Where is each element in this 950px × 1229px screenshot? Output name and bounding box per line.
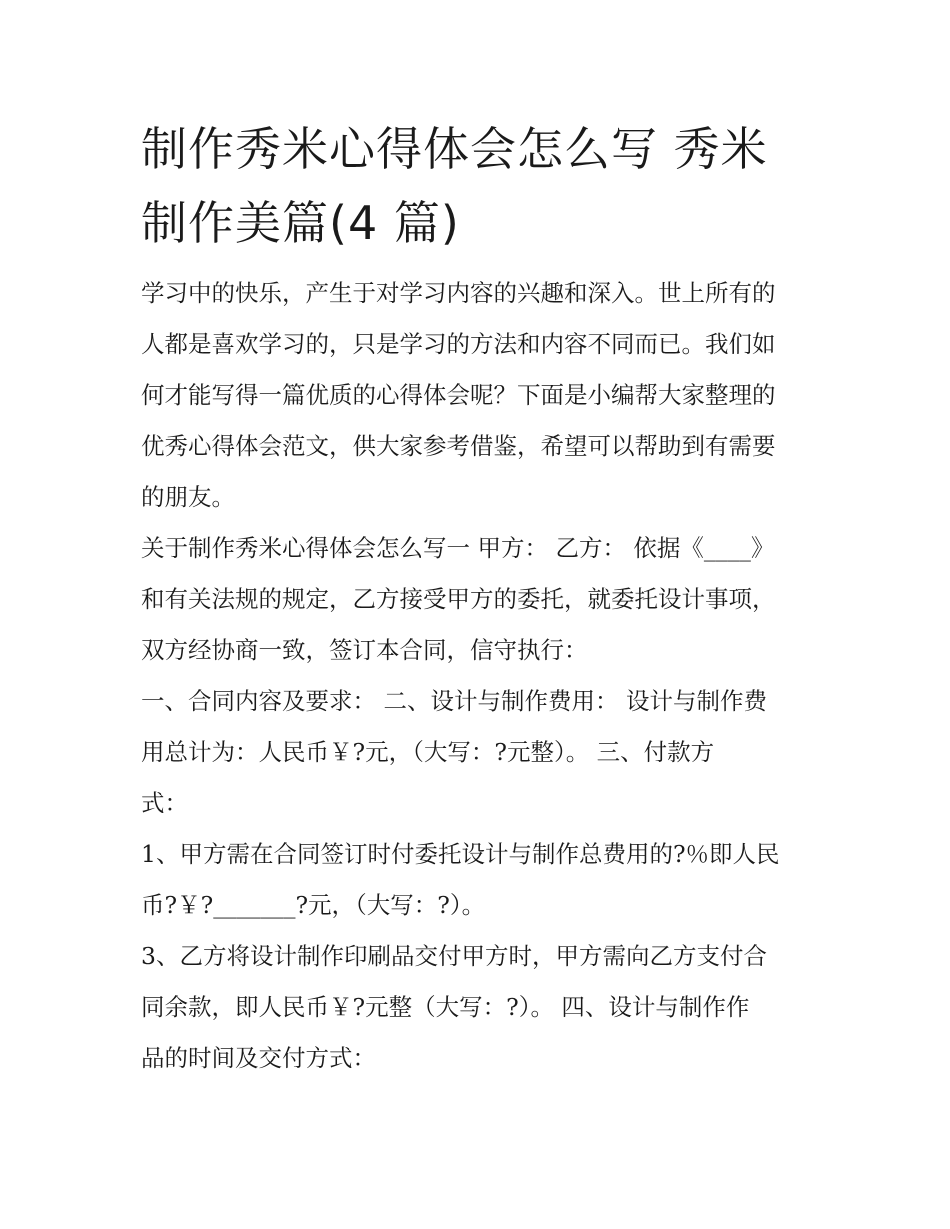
contract-terms-paragraph: 一、合同内容及要求： 二、设计与制作费用： 设计与制作费 用总计为：人民币￥?元，（大写：?元整）。 三、付款方 式： (141, 687, 767, 817)
intro-paragraph: 学习中的快乐，产生于对学习内容的兴趣和深入。世上所有的 人都是喜欢学习的，只是学习的方法和内容不同而已。我们如 何才能写得一篇优质的心得体会呢？下面是小编帮大家整理的 优秀心得体会范文，供大家参考借鉴，希望可以帮助到有需要 的朋友。 (141, 279, 776, 511)
payment-clause-1: 1、甲方需在合同签订时付委托设计与制作总费用的?％即人民 币?￥?_______?元，（大写：?）。 (141, 840, 780, 919)
document-page (141, 112, 813, 1084)
document-title: 制作秀米心得体会怎么写 秀米 制作美篇(4 篇) (141, 122, 768, 250)
payment-clause-3: 3、乙方将设计制作印刷品交付甲方时，甲方需向乙方支付合 同余款，即人民币￥?元整（大写：?）。 四、设计与制作作 品的时间及交付方式： (141, 942, 767, 1072)
contract-intro-paragraph: 关于制作秀米心得体会怎么写一 甲方： 乙方： 依据《____》 和有关法规的规定，乙方接受甲方的委托，就委托设计事项， 双方经协商一致，签订本合同，信守执行： (141, 534, 776, 664)
